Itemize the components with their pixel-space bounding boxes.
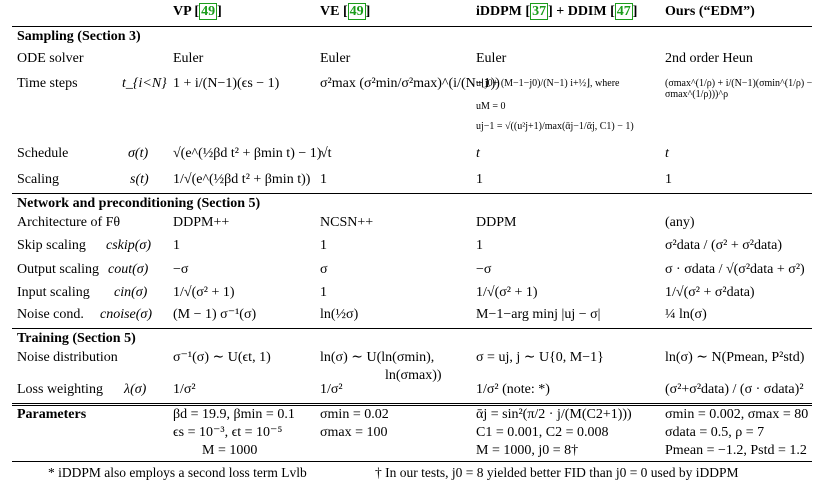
cell-skip-vp: 1 [173,238,180,253]
cell-noise-dist-ours: ln(σ) ∼ N(Pmean, P²std) [665,350,805,365]
row-label-loss: Loss weighting [17,382,103,397]
section-rule-params-2 [12,405,812,406]
row-label-schedule: Schedule [17,146,69,161]
cell-scaling-ours: 1 [665,172,672,187]
col-header-ours: Ours (“EDM”) [665,4,755,19]
sym-output: cout(σ) [108,262,149,277]
section-training: Training (Section 5) [17,331,136,346]
sym-skip: cskip(σ) [106,238,151,253]
footnote-j0: † In our tests, j0 = 8 yielded better FID than j0 = 0 used by iDDPM [375,465,739,480]
section-network: Network and preconditioning (Section 5) [17,196,261,211]
cell-time-vp: 1 + i/(N−1)(ϵs − 1) [173,76,280,91]
sym-schedule: σ(t) [128,146,149,161]
cell-ode-ours: 2nd order Heun [665,51,753,66]
cell-loss-vp: 1/σ² [173,382,196,397]
sym-loss: λ(σ) [124,382,147,397]
cell-param-ours-3: Pmean = −1.2, Pstd = 1.2 [665,443,807,458]
cell-param-iddpm-1: ᾱj = sin²(π/2 · j/(M(C2+1))) [476,407,632,422]
cell-input-ours: 1/√(σ² + σ²data) [665,285,755,300]
cell-time-ve: σ²max (σ²min/σ²max)^(i/(N−1)) [320,76,500,91]
row-label-ode-solver: ODE solver [17,51,84,66]
cell-noise-cond-iddpm: M−1−arg minj |uj − σ| [476,307,601,322]
sym-input: cin(σ) [114,285,148,300]
cell-scaling-ve: 1 [320,172,327,187]
cell-noise-cond-ve: ln(½σ) [320,307,359,322]
cell-param-vp-3: M = 1000 [202,443,258,458]
cell-schedule-iddpm: t [476,146,480,161]
cell-output-ve: σ [320,262,328,277]
row-label-output: Output scaling [17,262,100,277]
cell-output-iddpm: −σ [476,262,492,277]
cell-arch-iddpm: DDPM [476,215,517,230]
cell-noise-dist-vp: σ⁻¹(σ) ∼ U(ϵt, 1) [173,350,271,365]
cell-skip-iddpm: 1 [476,238,483,253]
cell-param-vp-1: βd = 19.9, βmin = 0.1 [173,407,295,422]
section-rule-network [12,193,812,194]
cell-param-vp-2: ϵs = 10⁻³, ϵt = 10⁻⁵ [173,425,283,440]
cell-time-ours: (σmax^(1/ρ) + i/(N−1)(σmin^(1/ρ) − σmax^(1/ρ)))^ρ [665,78,813,100]
cell-noise-dist-ve-2: ln(σmax)) [385,368,442,383]
col-header-iddpm: iDDPM [ 37 ] + DDIM [ 47 ] [476,4,638,19]
cell-loss-iddpm: 1/σ² (note: *) [476,382,550,397]
section-sampling: Sampling (Section 3) [17,29,141,44]
cell-input-iddpm: 1/√(σ² + 1) [476,285,538,300]
sym-noise-cond: cnoise(σ) [100,307,152,322]
section-parameters: Parameters [17,407,87,422]
cell-ode-ve: Euler [320,51,351,66]
cell-schedule-vp: √(e^(½βd t² + βmin t) − 1) [173,146,322,161]
cell-param-ours-1: σmin = 0.002, σmax = 80 [665,407,809,422]
cell-time-iddpm-2: uM = 0 [476,101,506,112]
cell-arch-ours: (any) [665,215,695,230]
cell-input-vp: 1/√(σ² + 1) [173,285,235,300]
section-rule-params-1 [12,403,812,404]
cell-time-iddpm-3: uj−1 = √((u²j+1)/max(ᾱj−1/ᾱj, C1) − 1) [476,121,634,132]
cell-skip-ve: 1 [320,238,327,253]
row-label-skip: Skip scaling [17,238,86,253]
row-label-input: Input scaling [17,285,90,300]
bottom-rule [12,461,812,462]
cell-ode-iddpm: Euler [476,51,507,66]
cell-time-iddpm-1: u⌊j0+ (M−1−j0)/(N−1) i+½⌋, where [476,78,620,89]
row-label-scaling: Scaling [17,172,59,187]
section-rule-training [12,328,812,329]
cell-output-ours: σ · σdata / √(σ²data + σ²) [665,262,805,277]
cell-ode-vp: Euler [173,51,204,66]
footnote-iddpm-loss: * iDDPM also employs a second loss term Lvlb [48,465,307,480]
cell-noise-cond-vp: (M − 1) σ⁻¹(σ) [173,307,257,322]
sym-time-steps: t_{i<N} [122,76,167,91]
cell-noise-cond-ours: ¼ ln(σ) [665,307,707,322]
cell-arch-ve: NCSN++ [320,215,374,230]
row-label-time-steps: Time steps [17,76,78,91]
cell-param-iddpm-2: C1 = 0.001, C2 = 0.008 [476,425,609,440]
cell-loss-ours: (σ²+σ²data) / (σ · σdata)² [665,382,804,397]
sym-scaling: s(t) [130,172,149,187]
cell-schedule-ve: √t [320,146,332,161]
cell-param-iddpm-3: M = 1000, j0 = 8† [476,443,579,458]
cell-param-ve-2: σmax = 100 [320,425,388,440]
header-rule [12,26,812,27]
row-label-architecture: Architecture of Fθ [17,215,121,230]
row-label-noise-cond: Noise cond. [17,307,84,322]
cell-loss-ve: 1/σ² [320,382,343,397]
cell-noise-dist-ve-1: ln(σ) ∼ U(ln(σmin), [320,350,435,365]
col-header-ve: VE [ 49 ] [320,4,371,19]
cell-param-ve-1: σmin = 0.02 [320,407,389,422]
col-header-vp: VP [ 49 ] [173,4,222,19]
cell-noise-dist-iddpm: σ = uj, j ∼ U{0, M−1} [476,350,604,365]
cell-schedule-ours: t [665,146,669,161]
cell-scaling-iddpm: 1 [476,172,483,187]
cell-arch-vp: DDPM++ [173,215,230,230]
cell-param-ours-2: σdata = 0.5, ρ = 7 [665,425,765,440]
row-label-noise-dist: Noise distribution [17,350,118,365]
cell-skip-ours: σ²data / (σ² + σ²data) [665,238,782,253]
cell-output-vp: −σ [173,262,189,277]
cell-input-ve: 1 [320,285,327,300]
cell-scaling-vp: 1/√(e^(½βd t² + βmin t)) [173,172,311,187]
